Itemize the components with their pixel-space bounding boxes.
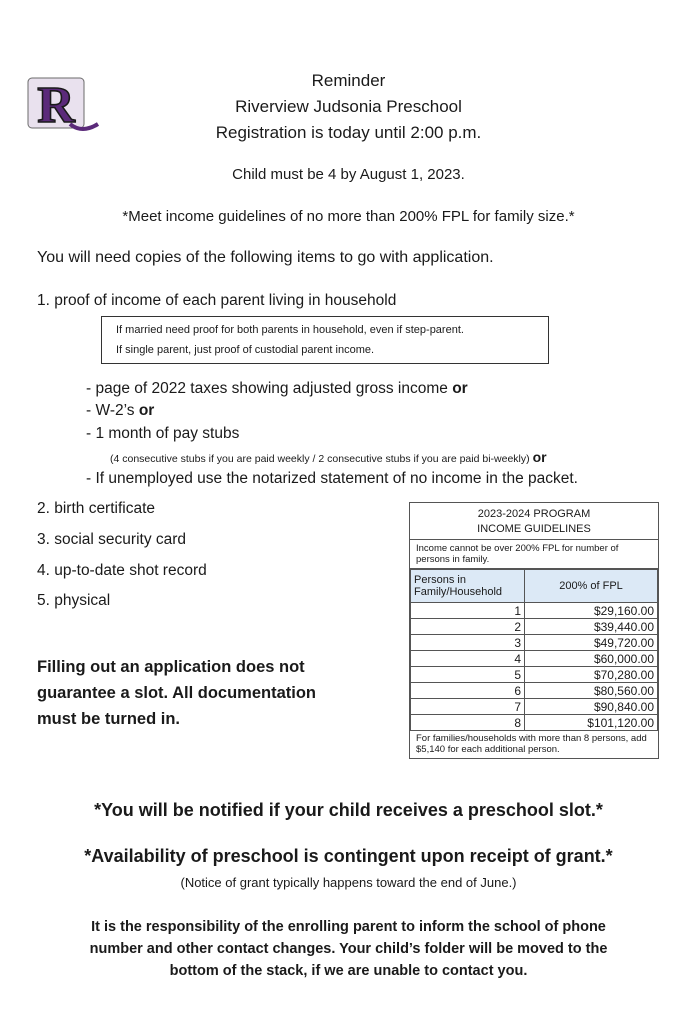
- age-requirement: Child must be 4 by August 1, 2023.: [232, 166, 465, 183]
- amount-cell: $49,720.00: [525, 635, 658, 651]
- application-warning: [37, 654, 316, 732]
- sub-item-w2-or: or: [138, 402, 155, 419]
- copies-intro: You will need copies of the following items to go with application.: [37, 249, 494, 266]
- notification-notice: *You will be notified if your child receives a preschool slot.*: [94, 800, 603, 820]
- persons-cell: 2: [411, 619, 525, 635]
- table-row: [411, 619, 658, 635]
- list-item-shot-record: 4. up-to-date shot record: [37, 562, 207, 579]
- sub-item-pay-stubs: - 1 month of pay stubs: [86, 425, 240, 442]
- table-subtitle: Income cannot be over 200% FPL for number of persons in family.: [410, 540, 658, 569]
- persons-cell: 4: [411, 651, 525, 667]
- persons-cell: 8: [411, 715, 525, 731]
- column-header-fpl: 200% of FPL: [525, 570, 658, 603]
- warning-line-2: guarantee a slot. All documentation: [37, 684, 317, 702]
- list-item-social-security-card: 3. social security card: [37, 531, 187, 548]
- persons-cell: 7: [411, 699, 525, 715]
- table-row: [411, 667, 658, 683]
- table-row: [411, 603, 658, 619]
- persons-cell: 5: [411, 667, 525, 683]
- pay-stubs-or: or: [532, 449, 547, 465]
- proof-note-box: [101, 316, 549, 364]
- pay-stubs-note: [110, 449, 547, 465]
- column-header-persons: Persons in Family/Household: [411, 570, 525, 603]
- table-row: [411, 699, 658, 715]
- table-title: [410, 503, 658, 540]
- list-item-proof-of-income: 1. proof of income of each parent living in household: [37, 292, 397, 309]
- warning-line-1: Filling out an application does not: [37, 658, 305, 676]
- amount-cell: $29,160.00: [525, 603, 658, 619]
- responsibility-notice: [0, 916, 697, 982]
- warning-line-3: must be turned in.: [37, 710, 181, 728]
- income-guidelines-table: [409, 502, 659, 759]
- proof-note-single: If single parent, just proof of custodial parent income.: [116, 344, 375, 356]
- responsibility-line-2: number and other contact changes. Your child’s folder will be moved to the: [89, 941, 608, 957]
- table-footnote: For families/households with more than 8 persons, add $5,140 for each additional person.: [416, 733, 647, 755]
- header-reminder: Reminder: [311, 71, 386, 90]
- persons-cell: 3: [411, 635, 525, 651]
- pay-stubs-note-text: (4 consecutive stubs if you are paid weekly / 2 consecutive stubs if you are paid bi-weekly): [110, 453, 530, 465]
- amount-cell: $70,280.00: [525, 667, 658, 683]
- sub-item-taxes-or: or: [452, 380, 468, 397]
- grant-notice: (Notice of grant typically happens toward the end of June.): [180, 875, 517, 890]
- responsibility-line-1: It is the responsibility of the enrolling parent to inform the school of phone: [91, 919, 606, 935]
- amount-cell: $101,120.00: [525, 715, 658, 731]
- availability-notice: *Availability of preschool is contingent upon receipt of grant.*: [84, 846, 613, 866]
- logo-letter: R: [37, 77, 75, 134]
- table-row: [411, 651, 658, 667]
- list-item-physical: 5. physical: [37, 592, 111, 609]
- table-title-line-2: INCOME GUIDELINES: [477, 523, 591, 535]
- income-guideline-note: *Meet income guidelines of no more than 200% FPL for family size.*: [122, 208, 575, 225]
- sub-item-unemployed: - If unemployed use the notarized statement of no income in the packet.: [86, 470, 578, 487]
- table-row: [411, 635, 658, 651]
- proof-note-married: If married need proof for both parents in household, even if step-parent.: [116, 324, 464, 336]
- persons-cell: 1: [411, 603, 525, 619]
- sub-item-taxes: [86, 380, 468, 398]
- table-row: [411, 683, 658, 699]
- responsibility-line-3: bottom of the stack, if we are unable to contact you.: [169, 963, 528, 979]
- header-school-name: Riverview Judsonia Preschool: [235, 97, 462, 116]
- amount-cell: $60,000.00: [525, 651, 658, 667]
- sub-item-w2: [86, 402, 154, 420]
- amount-cell: $39,440.00: [525, 619, 658, 635]
- list-item-birth-certificate: 2. birth certificate: [37, 500, 156, 517]
- header-registration-time: Registration is today until 2:00 p.m.: [215, 123, 482, 142]
- amount-cell: $90,840.00: [525, 699, 658, 715]
- sub-item-taxes-text: - page of 2022 taxes showing adjusted gross income: [86, 380, 448, 397]
- table-title-line-1: 2023-2024 PROGRAM: [477, 508, 591, 520]
- persons-cell: 6: [411, 683, 525, 699]
- sub-item-w2-text: - W-2’s: [86, 402, 135, 419]
- table-row: [411, 715, 658, 731]
- amount-cell: $80,560.00: [525, 683, 658, 699]
